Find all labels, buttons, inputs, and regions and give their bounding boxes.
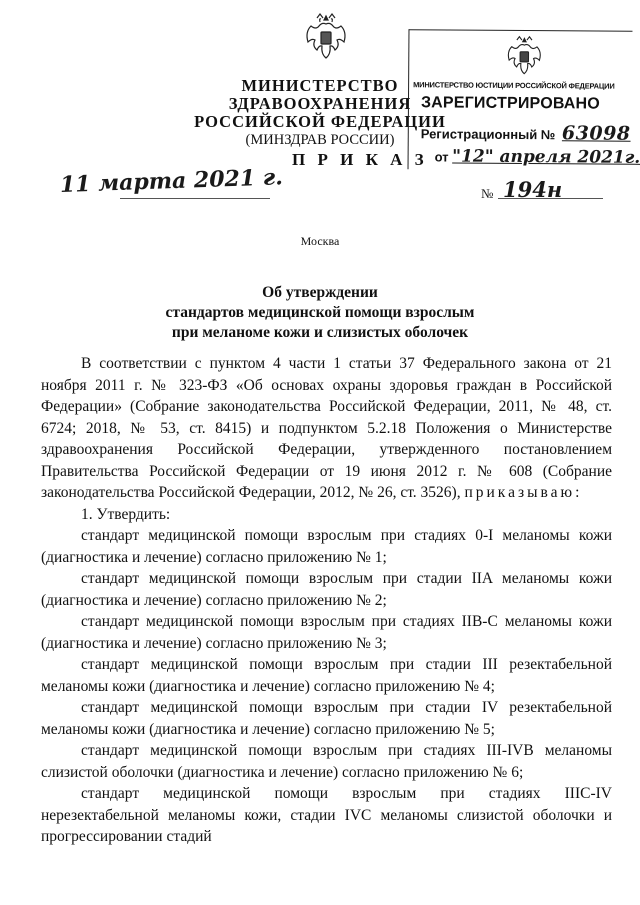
- document-body: [41, 353, 612, 848]
- order-city: Москва: [300, 234, 340, 248]
- title-line1: Об утверждении: [262, 284, 378, 301]
- order-number: 194н: [503, 177, 563, 202]
- stamp-emblem-icon: [504, 35, 544, 77]
- title-line3: при меланоме кожи и слизистых оболочек: [171, 324, 469, 341]
- preamble-text: В соответствии с пунктом 4 части 1 статьи 37 Федерального закона от 21 ноября 2011 г. № 323-ФЗ «Об основах охраны здоровья граждан в Российской Федерации» (Собрание законодательства Российской Федерации, 2011, № 48, ст. 6724; 2018, № 53, ст. 8415) и подпунктом 5.2.18 Положения о Министерстве здравоохранения Российской Федерации, утвержденного постановлением Правительства Российской Федерации от 19 июня 2012 г. № 608 (Собрание законодательства Российской Федерации, 2012, № 26, ст. 3526),: [41, 355, 612, 501]
- order-directive: приказываю:: [464, 484, 583, 501]
- stamp-date-value: "12" апреля 2021г.: [452, 146, 640, 168]
- standard-item: стандарт медицинской помощи взрослым при стадиях III-IVB меланомы слизистой оболочки (диагностика и лечение) согласно приложению № 6;: [41, 742, 612, 781]
- ministry-abbrev: (МИНЗДРАВ РОССИИ): [245, 132, 395, 148]
- standard-item: стандарт медицинской помощи взрослым при стадии IIA меланомы кожи (диагностика и лечение) согласно приложению № 2;: [41, 570, 612, 609]
- date-underline: [120, 198, 270, 199]
- standard-item: стандарт медицинской помощи взрослым при стадии IV резектабельной меланомы кожи (диагностика и лечение) согласно приложению № 5;: [41, 699, 612, 738]
- coat-of-arms-emblem-icon: [303, 12, 349, 62]
- document-title: [0, 283, 640, 343]
- registration-stamp: [408, 29, 640, 171]
- ministry-name-line2: РОССИЙСКОЙ ФЕДЕРАЦИИ: [194, 112, 446, 131]
- standard-item: стандарт медицинской помощи взрослым при стадиях 0-I меланомы кожи (диагностика и лечение) согласно приложению № 1;: [41, 527, 612, 566]
- stamp-date-row: [435, 146, 640, 167]
- standard-item: стандарт медицинской помощи взрослым при стадиях IIB-C меланомы кожи (диагностика и лечение) согласно приложению № 3;: [41, 613, 612, 652]
- stamp-date-label: от: [434, 149, 449, 165]
- ministry-name-line1: МИНИСТЕРСТВО ЗДРАВООХРАНЕНИЯ: [228, 76, 412, 113]
- stamp-status: ЗАРЕГИСТРИРОВАНО: [420, 94, 601, 113]
- stamp-reg-row: [421, 121, 631, 144]
- standard-item: стандарт медицинской помощи взрослым при стадиях IIIC-IV нерезектабельной меланомы кожи, стадии IVC меланомы слизистой оболочки и прогрессировании стадий: [41, 785, 612, 845]
- stamp-reg-label: Регистрационный №: [420, 126, 556, 143]
- title-line2: стандартов медицинской помощи взрослым: [165, 304, 475, 321]
- approve-paragraph: 1. Утвердить:: [81, 505, 171, 523]
- order-number-label: №: [481, 186, 494, 201]
- stamp-ministry: МИНИСТЕРСТВО ЮСТИЦИИ РОССИЙСКОЙ ФЕДЕРАЦИИ: [413, 80, 615, 91]
- preamble-paragraph: [41, 353, 612, 504]
- standard-item: стандарт медицинской помощи взрослым при стадии III резектабельной меланомы кожи (диагностика и лечение) согласно приложению № 4;: [41, 656, 612, 695]
- order-heading: П Р И К А З: [292, 150, 428, 169]
- number-underline: [498, 198, 603, 199]
- stamp-reg-number: 63098: [561, 122, 631, 145]
- order-date: 11 марта 2021 г.: [59, 164, 284, 198]
